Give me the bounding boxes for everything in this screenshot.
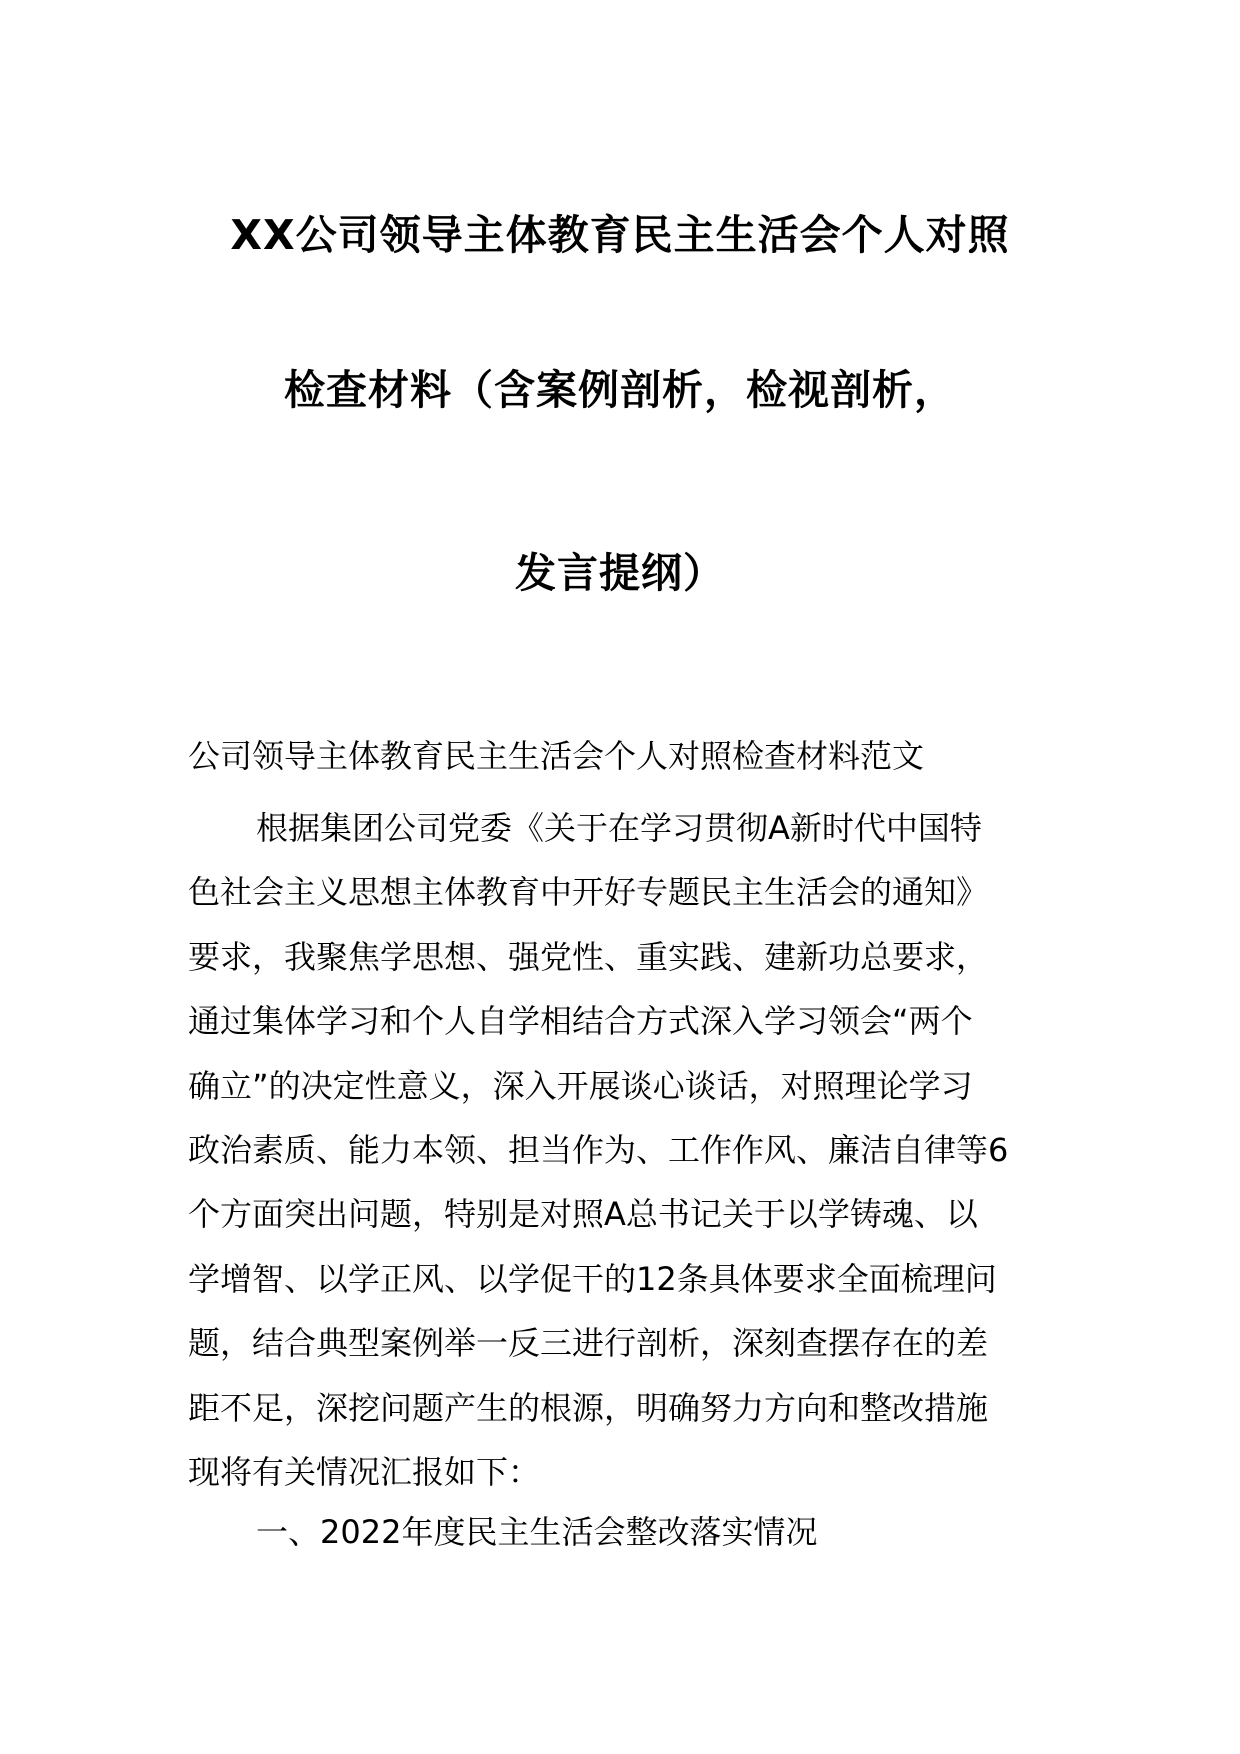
body-line: 确立”的决定性意义，深入开展谈心谈话，对照理论学习 — [188, 1066, 973, 1105]
body-line: 个方面突出问题，特别是对照A总书记关于以学铸魂、以 — [188, 1195, 978, 1234]
body-line: 题，结合典型案例举一反三进行剖析，深刻查摆存在的差 — [188, 1324, 989, 1363]
body-line: 现将有关情况汇报如下： — [188, 1452, 541, 1491]
body-line: 色社会主义思想主体教育中开好专题民主生活会的通知》 — [188, 873, 989, 912]
body-line: 学增智、以学正风、以学促干的12条具体要求全面梳理问 — [188, 1259, 997, 1298]
document-title-line-2: 检查材料（含案例剖析，检视剖析， — [284, 366, 956, 414]
body-line: 政治素质、能力本领、担当作为、工作作风、廉洁自律等6 — [188, 1130, 1009, 1169]
body-paragraph — [188, 796, 1058, 1504]
body-line: 要求，我聚焦学思想、强党性、重实践、建新功总要求， — [188, 937, 989, 976]
body-line: 通过集体学习和个人自学相结合方式深入学习领会“两个 — [188, 1002, 973, 1041]
document-title-line-3: 发言提纲） — [515, 549, 725, 597]
document-subtitle: 公司领导主体教育民主生活会个人对照检查材料范文 — [188, 737, 925, 775]
body-line: 距不足，深挖问题产生的根源，明确努力方向和整改措施 — [188, 1388, 989, 1427]
section-heading: 一、2022年度民主生活会整改落实情况 — [256, 1513, 818, 1551]
document-title-line-1: XX公司领导主体教育民主生活会个人对照 — [230, 211, 1010, 259]
body-line: 根据集团公司党委《关于在学习贯彻A新时代中国特 — [256, 809, 982, 847]
